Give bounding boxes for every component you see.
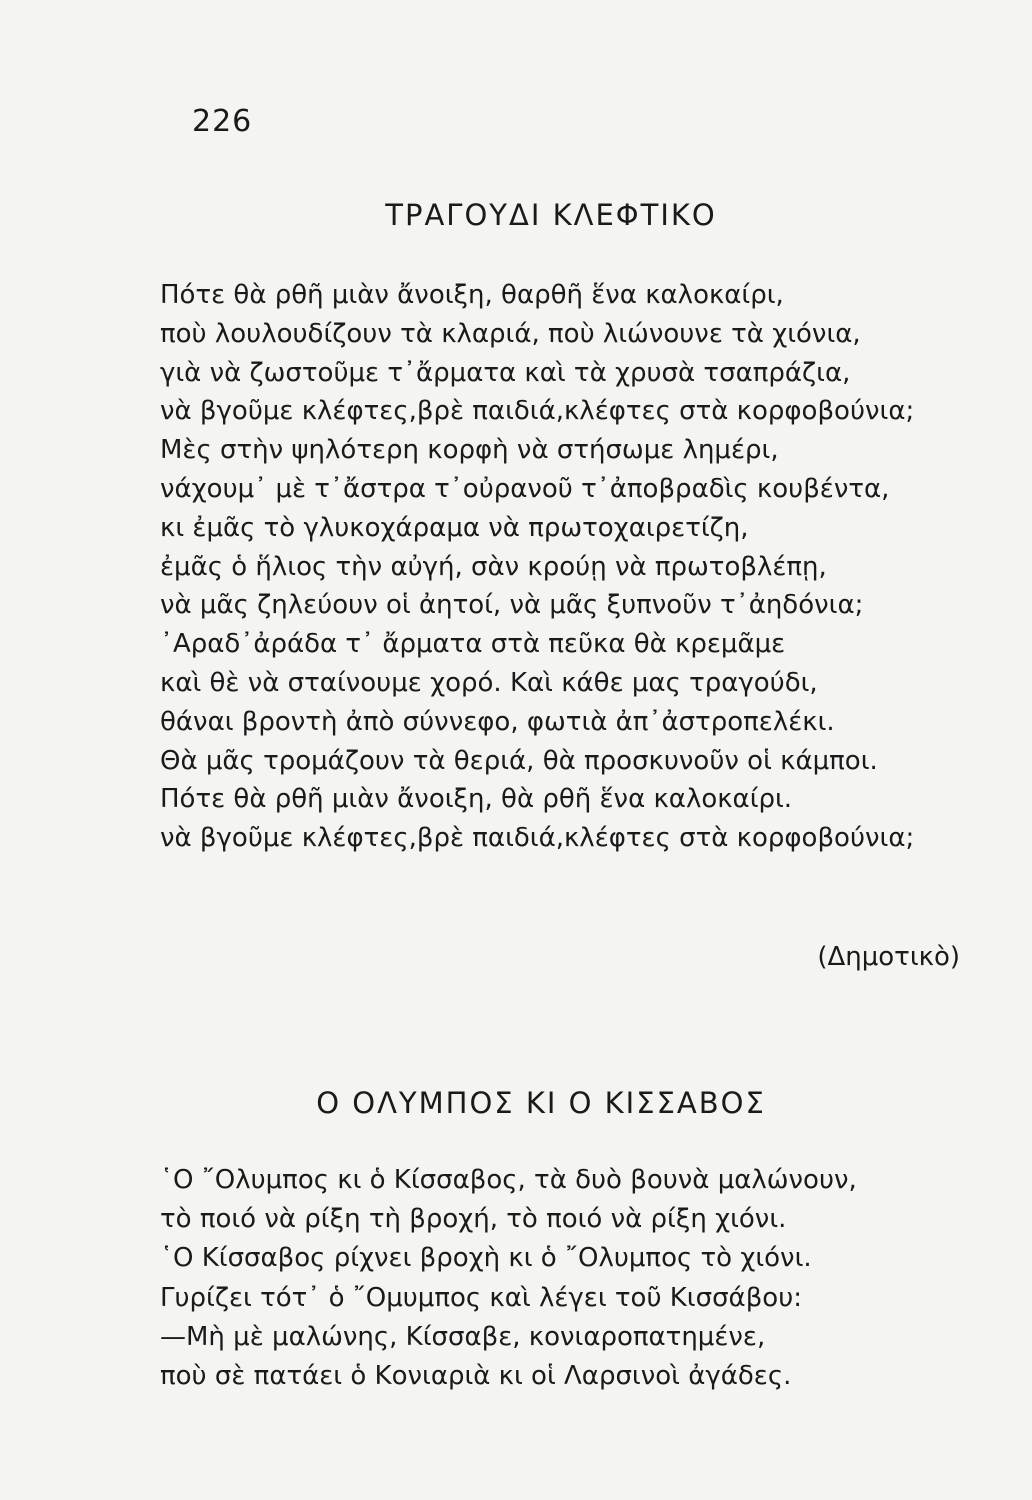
poem-line: —Μὴ μὲ μαλώνης, Κίσσαβε, κονιαροπατημένε,	[160, 1321, 766, 1352]
poem-line: Πότε θὰ ρθῆ μιὰν ἄνοιξη, θαρθῆ ἕνα καλοκαίρι,	[160, 280, 784, 310]
poem-line: νὰ βγοῦμε κλέφτες,βρὲ παιδιά,κλέφτες στὰ κορφοβούνια;	[160, 823, 915, 854]
section-title-tragoudi-kleftiko: ΤΡΑΓΟΥΔΙ ΚΛΕΦΤΙΚΟ	[385, 198, 717, 232]
section-title-olympos-kissavos: Ο ΟΛΥΜΠΟΣ ΚΙ Ο ΚΙΣΣΑΒΟΣ	[316, 1086, 766, 1120]
poem-tragoudi-kleftiko	[160, 276, 914, 858]
poem-line: Πότε θὰ ρθῆ μιὰν ἄνοιξη, θὰ ρθῆ ἕνα καλοκαίρι.	[160, 784, 793, 815]
poem-line: θάναι βροντὴ ἀπὸ σύννεφο, φωτιὰ ἀπ᾽ἀστροπελέκι.	[160, 706, 835, 737]
poem-line: καὶ θὲ νὰ σταίνουμε χορό. Καὶ κάθε μας τραγούδι,	[160, 667, 818, 698]
poem-attribution: (Δημοτικὸ)	[817, 942, 960, 972]
poem-line: νὰ μᾶς ζηλεύουν οἱ ἀητοί, νὰ μᾶς ξυπνοῦν τ᾽ἀηδόνια;	[160, 590, 864, 621]
poem-line: γιὰ νὰ ζωστοῦμε τ᾽ἄρματα καὶ τὰ χρυσὰ τσαπράζια,	[160, 357, 851, 388]
poem-line: νάχουμ᾽ μὲ τ᾽ἄστρα τ᾽οὐρανοῦ τ᾽ἀποβραδὶς κουβέντα,	[160, 473, 890, 504]
poem-line: Γυρίζει τότ᾽ ὁ ῎Ομυμπος καὶ λέγει τοῦ Κισσάβου:	[160, 1282, 803, 1313]
poem-line: κι ἐμᾶς τὸ γλυκοχάραμα νὰ πρωτοχαιρετίζη,	[160, 512, 749, 543]
poem-line: τὸ ποιό νὰ ρίξη τὴ βροχή, τὸ ποιό νὰ ρίξη χιόνι.	[160, 1204, 787, 1235]
poem-olympos-kissavos	[160, 1161, 857, 1396]
poem-line: Μὲς στὴν ψηλότερη κορφὴ νὰ στήσωμε λημέρι,	[160, 435, 779, 466]
poem-line: νὰ βγοῦμε κλέφτες,βρὲ παιδιά,κλέφτες στὰ κορφοβούνια;	[160, 396, 915, 427]
poem-line: Θὰ μᾶς τρομάζουν τὰ θεριά, θὰ προσκυνοῦν οἱ κάμποι.	[160, 745, 878, 776]
poem-line: ποὺ λουλουδίζουν τὰ κλαριά, ποὺ λιώνουνε τὰ χιόνια,	[160, 318, 861, 349]
poem-line: ᾽Αραδ᾽ἀράδα τ᾽ ἄρματα στὰ πεῦκα θὰ κρεμᾶμε	[160, 629, 786, 660]
poem-line: ῾Ο Κίσσαβος ρίχνει βροχὴ κι ὁ ῎Ολυμπος τὸ χιόνι.	[160, 1243, 812, 1274]
page-number: 226	[192, 104, 253, 139]
poem-line: ἐμᾶς ὁ ἥλιος τὴν αὐγή, σὰν κρούῃ νὰ πρωτοβλέπῃ,	[160, 551, 827, 582]
poem-line: ποὺ σὲ πατάει ὁ Κονιαριὰ κι οἱ Λαρσινοὶ ἀγάδες.	[160, 1361, 792, 1392]
poem-line: ῾Ο ῎Ολυμπος κι ὁ Κίσσαβος, τὰ δυὸ βουνὰ μαλώνουν,	[160, 1165, 857, 1195]
